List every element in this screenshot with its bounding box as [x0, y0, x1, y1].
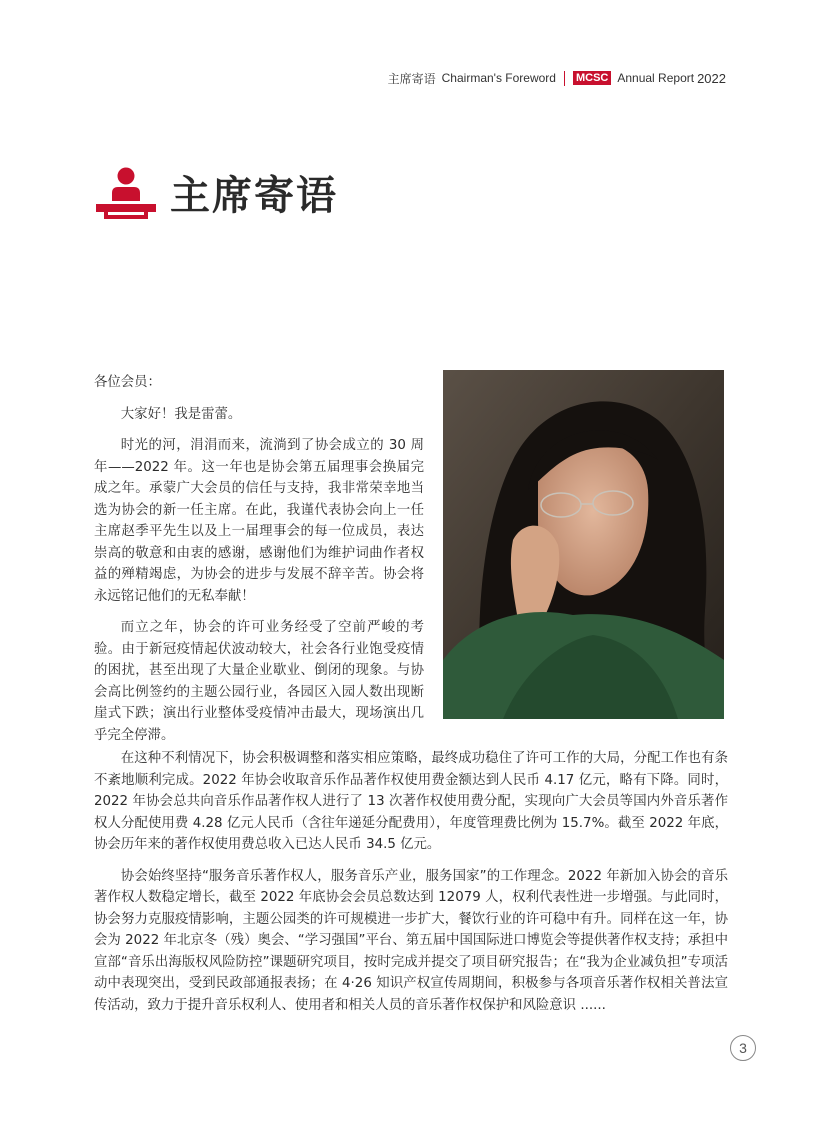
paragraph-service-philosophy: 协会始终坚持“服务音乐著作权人，服务音乐产业，服务国家”的工作理念。2022 年新加入协会的音乐著作权人数稳定增长，截至 2022 年底协会会员总数达到 12079 人，权利代表性进一步增强。与此同时，协会努力克服疫情影响，主题公园类的许可规模进一步扩大，餐饮行业的许可稳中有升。同样在这一年，协会为 2022 年北京冬（残）奥会、“学习强国”平台、第五届中国国际进口博览会等提供著作权支持；承担中宣部“音乐出海版权风险防控”课题研究项目，按时完成并提交了项目研究报告；在“我为企业减负担”专项活动中表现突出，受到民政部通报表扬；在 4·26 知识产权宣传周期间，积极参与各项音乐著作权相关普法宣传活动，致力于提升音乐权利人、使用者和相关人员的音乐著作权保护和风险意识 ......	[94, 868, 728, 1013]
header-section-en: Chairman's Foreword	[441, 71, 556, 85]
letter-intro	[94, 372, 424, 746]
paragraph-financial-results: 在这种不利情况下，协会积极调整和落实相应策略，最终成功稳住了许可工作的大局，分配工作也有条不紊地顺利完成。2022 年协会收取音乐作品著作权使用费金额达到人民币 4.17 亿元，略有下降。同时，2022 年协会总共向音乐作品著作权人进行了 13 次著作权使用费分配，实现向广大会员等国内外音乐著作权人分配使用费 4.28 亿元人民币（含往年递延分配费用），年度管理费比例为 15.7%。截至 2022 年底，协会历年来的著作权使用费总收入已达人民币 34.5 亿元。	[94, 751, 728, 852]
page-title-block	[96, 164, 338, 221]
greeting-paragraph: 大家好！我是雷蕾。	[120, 406, 242, 422]
header-report-label: Annual Report	[617, 71, 695, 85]
letter-body	[94, 748, 728, 1016]
header-divider	[564, 71, 565, 86]
page-title: 主席寄语	[170, 173, 338, 219]
paragraph-licensing-challenges: 而立之年，协会的许可业务经受了空前严峻的考验。由于新冠疫情起伏波动较大，社会各行业饱受疫情的困扰，甚至出现了大量企业歇业、倒闭的现象。与协会高比例签约的主题公园行业，各园区入园人数出现断崖式下跌；演出行业整体受疫情冲击最大，现场演出几乎完全停滞。	[94, 620, 424, 743]
page-number: 3	[730, 1035, 756, 1061]
chairman-podium-icon	[96, 167, 156, 219]
header-year: 2022	[697, 70, 726, 86]
salutation: 各位会员：	[94, 375, 161, 390]
chairman-portrait-photo	[443, 370, 724, 719]
header-brand-badge: MCSC	[573, 71, 611, 85]
header-section-cn: 主席寄语	[387, 71, 436, 86]
paragraph-anniversary: 时光的河，涓涓而来，流淌到了协会成立的 30 周年——2022 年。这一年也是协会第五届理事会换届完成之年。承蒙广大会员的信任与支持，我非常荣幸地当选为协会的新一任主席。在此，我谨代表协会向上一任主席赵季平先生以及上一届理事会的每一位成员，表达崇高的敬意和由衷的感谢，感谢他们为维护词曲作者权益的殚精竭虑，为协会的进步与发展不辞辛苦。协会将永远铭记他们的无私奉献！	[94, 438, 424, 604]
running-header	[388, 68, 726, 88]
